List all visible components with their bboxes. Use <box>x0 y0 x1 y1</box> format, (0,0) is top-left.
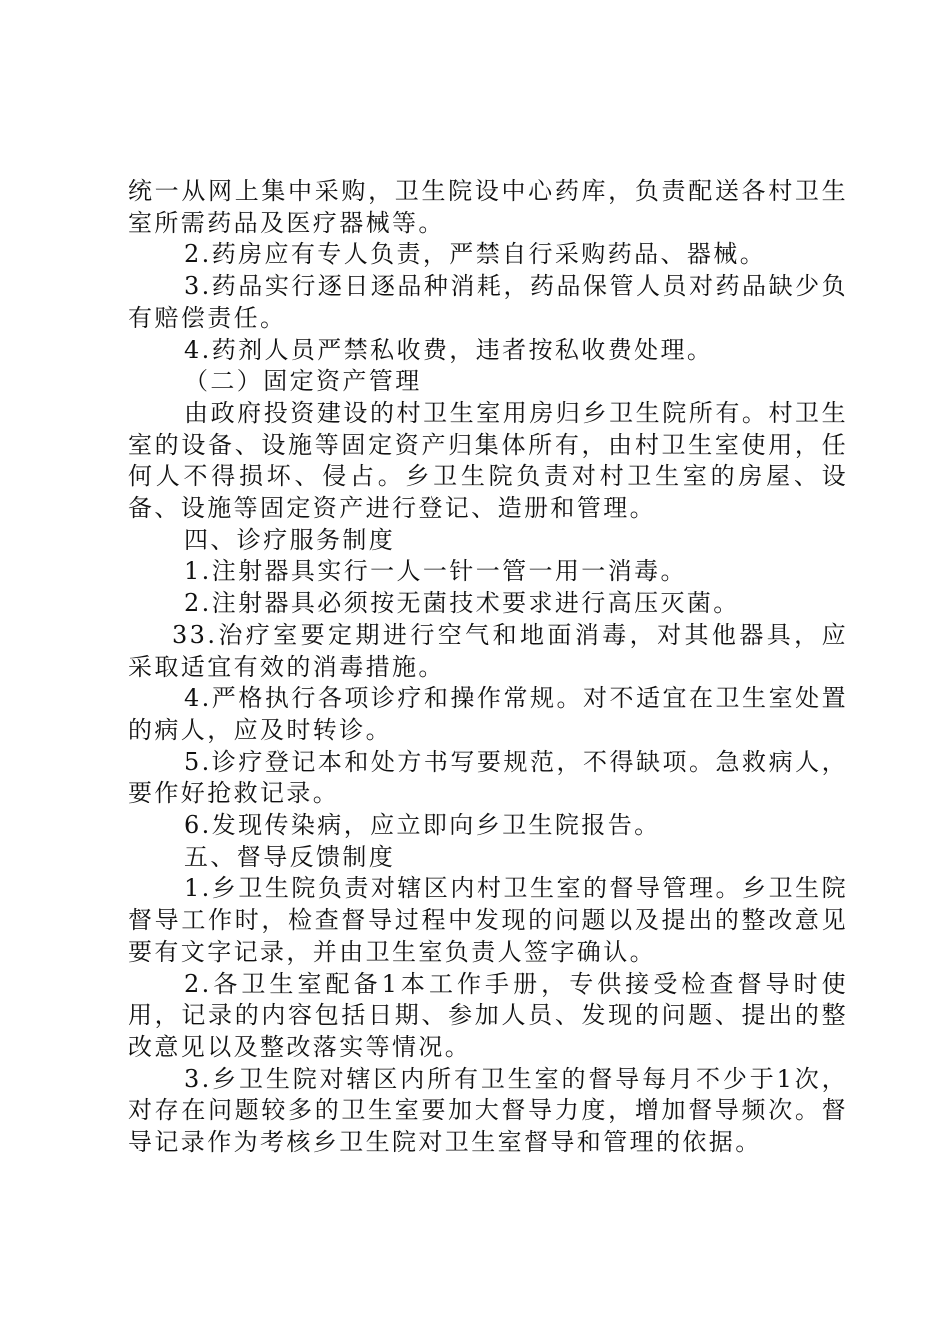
paragraph-injection-rule-1: 1.注射器具实行一人一针一管一用一消毒。 <box>184 557 687 586</box>
section-heading-fixed-assets: （二）固定资产管理 <box>184 367 422 396</box>
paragraph-procurement: 统一从网上集中采购，卫生院设中心药库，负责配送各村卫生室所需药品及医疗器械等。 <box>128 177 848 237</box>
section-heading-clinical-service: 四、诊疗服务制度 <box>184 525 396 554</box>
paragraph-drug-consumption: 3.药品实行逐日逐品种消耗，药品保管人员对药品缺少负有赔偿责任。 <box>128 272 848 332</box>
paragraph-no-private-fees: 4.药剂人员严禁私收费，违者按私收费处理。 <box>184 335 714 364</box>
paragraph-infectious-disease: 6.发现传染病，应立即向乡卫生院报告。 <box>184 811 661 840</box>
paragraph-injection-rule-2: 2.注射器具必须按无菌技术要求进行高压灭菌。 <box>184 589 740 618</box>
document-body <box>128 176 848 1159</box>
paragraph-supervision-2: 2.各卫生室配备1本工作手册，专供接受检查督导时使用，记录的内容包括日期、参加人员、发现的问题、提出的整改意见以及整改落实等情况。 <box>128 969 848 1061</box>
section-heading-supervision: 五、督导反馈制度 <box>184 842 396 871</box>
paragraph-supervision-1: 1.乡卫生院负责对辖区内村卫生室的督导管理。乡卫生院督导工作时，检查督导过程中发现的问题以及提出的整改意见要有文字记录，并由卫生室负责人签字确认。 <box>128 874 848 966</box>
paragraph-pharmacy-staff: 2.药房应有专人负责，严禁自行采购药品、器械。 <box>184 240 767 269</box>
paragraph-fixed-assets: 由政府投资建设的村卫生室用房归乡卫生院所有。村卫生室的设备、设施等固定资产归集体所有，由村卫生室使用，任何人不得损坏、侵占。乡卫生院负责对村卫生室的房屋、设备、设施等固定资产进行登记、造册和管理。 <box>128 398 848 523</box>
paragraph-records: 5.诊疗登记本和处方书写要规范，不得缺项。急救病人，要作好抢救记录。 <box>128 747 848 808</box>
paragraph-disinfection: 33.治疗室要定期进行空气和地面消毒，对其他器具，应采取适宜有效的消毒措施。 <box>128 620 848 681</box>
paragraph-clinical-routine: 4.严格执行各项诊疗和操作常规。对不适宜在卫生室处置的病人，应及时转诊。 <box>128 684 848 744</box>
paragraph-supervision-3: 3.乡卫生院对辖区内所有卫生室的督导每月不少于1次，对存在问题较多的卫生室要加大督导力度，增加督导频次。督导记录作为考核乡卫生院对卫生室督导和管理的依据。 <box>128 1064 848 1157</box>
